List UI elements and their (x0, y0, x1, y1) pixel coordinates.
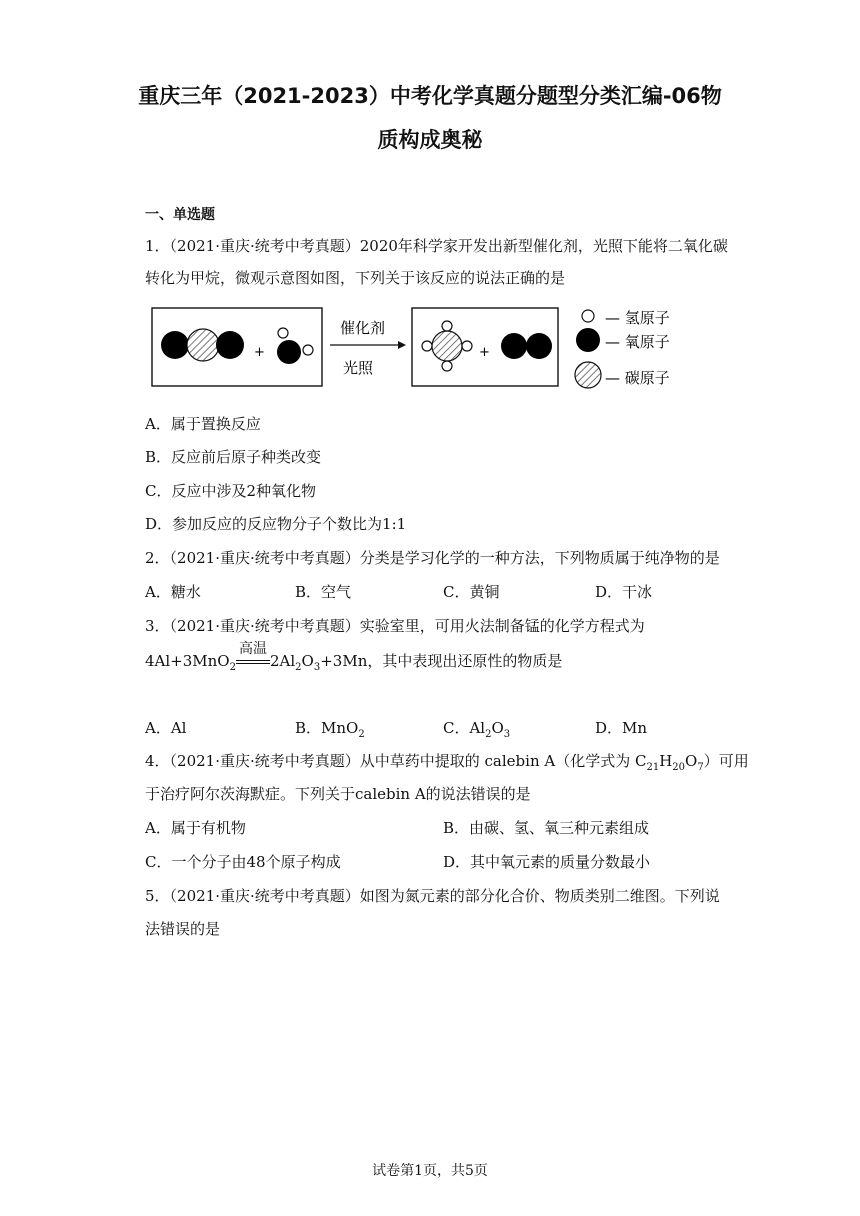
plus-sign: + (254, 345, 265, 360)
q4-option-d: D．其中氧元素的质量分数最小 (443, 853, 651, 871)
legend-hydrogen-icon (582, 310, 594, 322)
o2-oxygen-atom (526, 333, 552, 359)
q3-chemical-equation: 4Al+3MnO$_2$ 高温 $2Al_2O_3+3Mn$，其中表现出还原性的物质是 (145, 641, 563, 673)
ch4-hydrogen-atom (462, 341, 472, 351)
ch4-hydrogen-atom (422, 341, 432, 351)
legend-oxygen-label: — 氧原子 (605, 333, 670, 351)
co2-oxygen-atom (216, 331, 244, 359)
q1-stem-line2: 转化为甲烷，微观示意图如图，下列关于该反应的说法正确的是 (145, 269, 566, 287)
legend-carbon-icon (575, 362, 601, 388)
q4-option-c: C．一个分子由48个原子构成 (145, 853, 341, 871)
q2-option-b: B．空气 (295, 583, 352, 601)
o2-oxygen-atom (501, 333, 527, 359)
ch4-hydrogen-atom (442, 321, 452, 331)
legend-oxygen-icon (576, 328, 600, 352)
q1-option-c: C．反应中涉及2种氧化物 (145, 482, 317, 500)
q2-option-d: D．干冰 (595, 583, 653, 601)
q3-option-d: D．Mn (595, 719, 648, 737)
q4-stem-line1: 4．（2021·重庆·统考中考真题）从中草药中提取的 calebin A（化学式为 $C_{21}H_{20}O_7$）可用 (145, 752, 749, 773)
q1-reaction-diagram (150, 300, 690, 396)
q3-option-b: B．MnO$_2$ (295, 719, 365, 740)
q1-option-a: A．属于置换反应 (145, 415, 261, 433)
q3-option-c: C．$Al_2O_3$ (443, 719, 511, 740)
q2-option-a: A．糖水 (145, 583, 201, 601)
arrowhead (398, 341, 406, 349)
page-footer: 试卷第1页，共5页 (372, 1163, 488, 1179)
catalyst-label: 催化剂 (340, 319, 386, 337)
q1-stem-line1: 1．（2021·重庆·统考中考真题）2020年科学家开发出新型催化剂，光照下能将二氧化碳 (145, 237, 728, 255)
page-title-line1: 重庆三年（2021-2023）中考化学真题分题型分类汇编-06物 (138, 84, 722, 108)
light-label: 光照 (343, 359, 374, 377)
q2-option-c: C．黄铜 (443, 583, 500, 601)
page-title-line2: 质构成奥秘 (377, 128, 483, 152)
q1-option-b: B．反应前后原子种类改变 (145, 448, 322, 466)
ch4-hydrogen-atom (442, 361, 452, 371)
legend-hydrogen-label: — 氢原子 (605, 309, 670, 327)
co2-oxygen-atom (161, 331, 189, 359)
h2o-hydrogen-atom (303, 345, 313, 355)
q3-stem: 3．（2021·重庆·统考中考真题）实验室里，可用火法制备锰的化学方程式为 (145, 617, 645, 635)
section-heading: 一、单选题 (145, 207, 215, 223)
q4-option-a: A．属于有机物 (145, 819, 246, 837)
q4-option-b: B．由碳、氢、氧三种元素组成 (443, 819, 650, 837)
reaction-condition: 高温 (236, 652, 270, 670)
q4-stem-line2: 于治疗阿尔茨海默症。下列关于calebin A的说法错误的是 (145, 785, 531, 803)
ch4-carbon-atom (432, 331, 462, 361)
q5-stem-line1: 5．（2021·重庆·统考中考真题）如图为氮元素的部分化合价、物质类别二维图。下列说 (145, 887, 720, 905)
h2o-oxygen-atom (277, 340, 301, 364)
q5-stem-line2: 法错误的是 (145, 920, 221, 938)
legend-carbon-label: — 碳原子 (605, 369, 670, 387)
q1-option-d: D．参加反应的反应物分子个数比为1:1 (145, 515, 407, 533)
co2-carbon-atom (187, 329, 219, 361)
q2-stem: 2．（2021·重庆·统考中考真题）分类是学习化学的一种方法，下列物质属于纯净物的是 (145, 549, 720, 567)
q3-option-a: A．Al (145, 719, 187, 737)
plus-sign: + (479, 345, 490, 360)
h2o-hydrogen-atom (278, 328, 288, 338)
